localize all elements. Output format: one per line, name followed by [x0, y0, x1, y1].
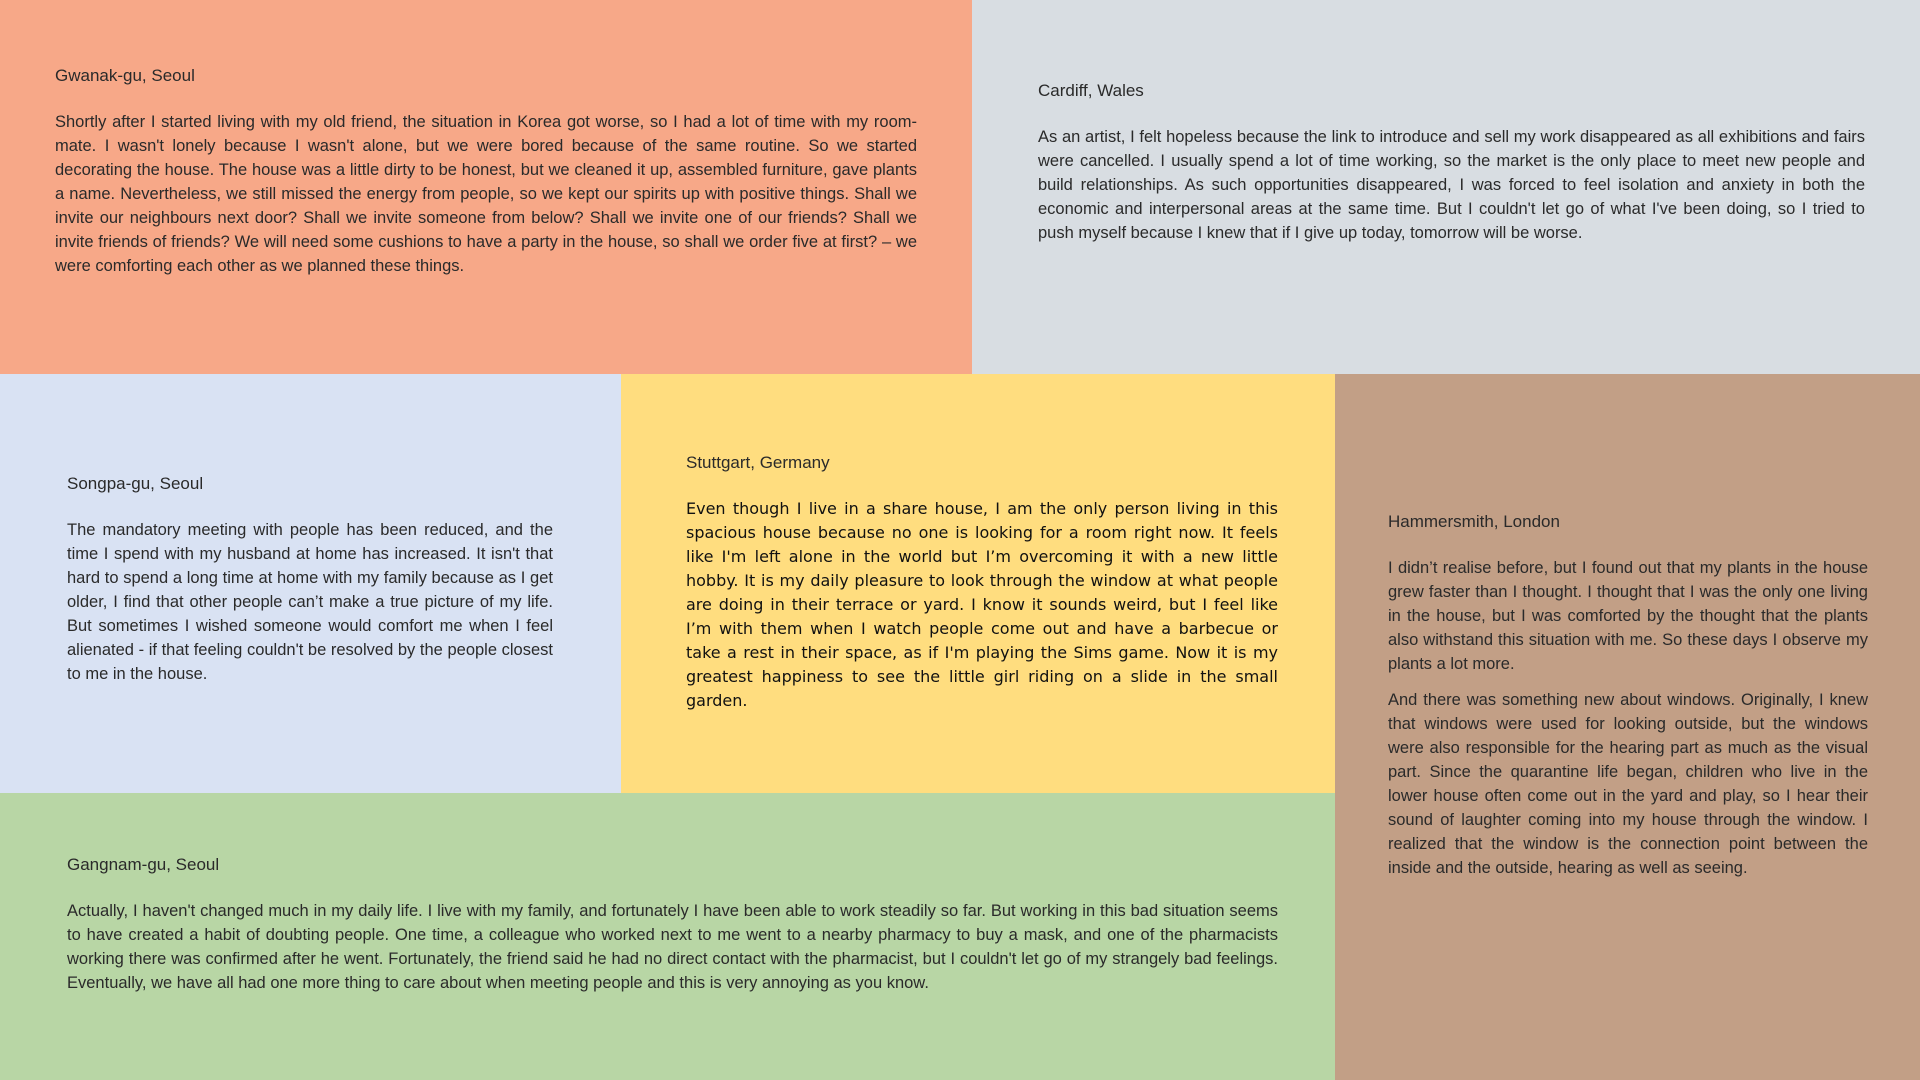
story-text	[1388, 556, 1868, 880]
story-text	[686, 497, 1278, 713]
story-text	[67, 899, 1278, 995]
story-text	[1038, 125, 1865, 245]
story-paragraph: Actually, I haven't changed much in my daily life. I live with my family, and fortunately I have been able to work steadily so far. But working in this bad situation seems to have created a habit of doubting people. One time, a colleague who worked next to me went to a nearby pharmacy to buy a mask, and one of the pharmacists working there was confirmed after he went. Fortunately, the friend said he had no direct contact with the pharmacist, but I couldn't let go of my strangely bad feelings. Eventually, we have all had one more thing to care about when meeting people and this is very annoying as you know.	[67, 902, 1278, 992]
story-paragraph: Shortly after I started living with my old friend, the situation in Korea got worse, so I had a lot of time with my room-mate. I wasn't lonely because I wasn't alone, but we were bored because of the same routine. So we started decorating the house. The house was a little dirty to be honest, but we cleaned it up, assembled furniture, gave plants a name. Nevertheless, we still missed the energy from people, so we kept our spirits up with positive things. Shall we invite our neighbours next door? Shall we invite someone from below? Shall we invite one of our friends? Shall we invite friends of friends? We will need some cushions to have a party in the house, so shall we order five at first? – we were comforting each other as we planned these things.	[55, 113, 917, 275]
panel-gangnam	[0, 793, 1335, 1080]
story-paragraph: And there was something new about windows. Originally, I knew that windows were used for looking outside, but the windows were also responsible for the hearing part as much as the visual part. Since the quarantine life began, children who live in the lower house often come out in the yard and play, so I hear their sound of laughter coming into my house through the window. I realized that the window is the connection point between the inside and the outside, hearing as well as seeing.	[1388, 691, 1868, 877]
panel-gwanak	[0, 0, 972, 374]
location-label: Stuttgart, Germany	[686, 453, 830, 472]
story-paragraph: I didn’t realise before, but I found out that my plants in the house grew faster than I thought. I thought that I was the only one living in the house, but I was comforted by the thought that the plants also withstand this situation with me. So these days I observe my plants a lot more.	[1388, 559, 1868, 673]
panel-cardiff	[972, 0, 1920, 374]
location-label: Songpa-gu, Seoul	[67, 474, 204, 493]
location-label: Cardiff, Wales	[1038, 81, 1144, 100]
location-label: Gangnam-gu, Seoul	[67, 855, 220, 874]
story-text	[55, 110, 917, 278]
story-text	[67, 518, 553, 686]
story-paragraph: Even though I live in a share house, I am the only person living in this spacious house because no one is looking for a room right now. It feels like I'm left alone in the world but I’m overcoming it with a new little hobby. It is my daily pleasure to look through the window at what people are doing in their terrace or yard. I know it sounds weird, but I feel like I’m with them when I watch people come out and have a barbecue or take a rest in their space, as if I'm playing the Sims game. Now it is my greatest happiness to see the little girl riding on a slide in the small garden.	[686, 499, 1278, 710]
story-paragraph: As an artist, I felt hopeless because the link to introduce and sell my work disappeared as all exhibitions and fairs were cancelled. I usually spend a lot of time working, so the market is the only place to meet new people and build relationships. As such opportunities disappeared, I was forced to feel isolation and anxiety in both the economic and interpersonal areas at the same time. But I couldn't let go of what I've been doing, so I tried to push myself because I knew that if I give up today, tomorrow will be worse.	[1038, 128, 1865, 242]
location-label: Hammersmith, London	[1388, 512, 1560, 531]
panel-stuttgart	[621, 374, 1335, 793]
panel-hammersmith	[1335, 374, 1920, 1080]
story-paragraph: The mandatory meeting with people has been reduced, and the time I spend with my husband at home has increased. It isn't that hard to spend a long time at home with my family because as I get older, I find that other people can’t make a true picture of my life. But sometimes I wished someone would comfort me when I feel alienated - if that feeling couldn't be resolved by the people closest to me in the house.	[67, 521, 553, 683]
panel-songpa	[0, 374, 621, 793]
location-label: Gwanak-gu, Seoul	[55, 66, 195, 85]
